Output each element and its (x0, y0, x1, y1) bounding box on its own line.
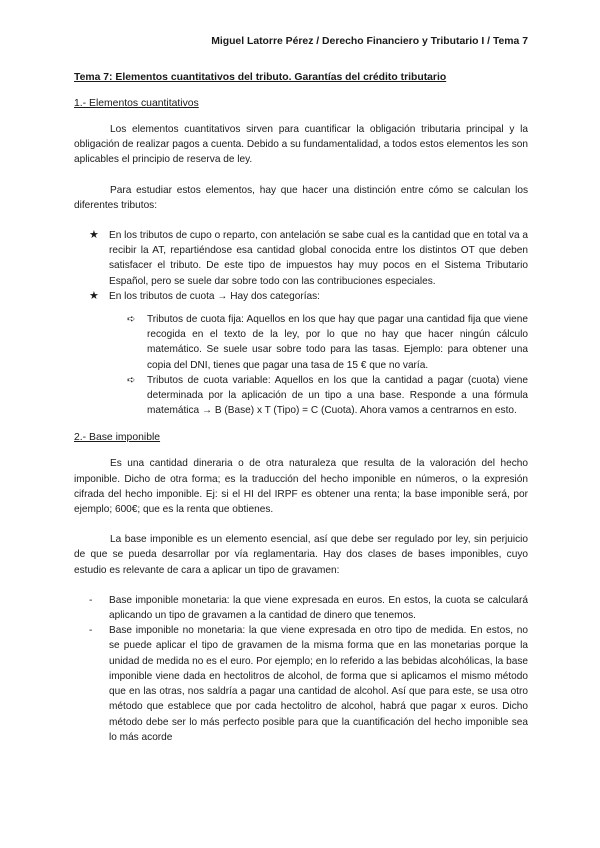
arrow-icon: ➪ (127, 314, 136, 326)
list-item-text: Base imponible no monetaria: la que viene expresada en otro tipo de medida. En estos, no se puede aplicar el tipo de gravamen de la misma forma que en las monetarias porque la unidad de medida no es el euro. Por ejemplo; en lo referido a las bebidas alcohólicas, la base imponible viene dada en hectolitros de alcohol, de forma que si aplicamos el mismo método que en las otras, nos saldría a pagar una cantidad de alcohol. Así que para este, se usa otro método que establece que por cada hectolitro de alcohol, habrá que pagar x euros. Dicho método debe ser lo más perfecto posible para que la cuantificación del hecho imponible sea lo más acorde (109, 625, 528, 743)
dash-marker: - (89, 594, 93, 606)
dash-bullet-list (74, 593, 528, 745)
list-item-text: En los tributos de cuota → Hay dos categorías: (109, 290, 320, 302)
list-item-text: Tributos de cuota fija: Aquellos en los que hay que pagar una cantidad fija que viene recogida en el texto de la ley, por lo que no hay que hacer ningún cálculo matemático. Se suele usar sobre todo para las tasas. Ejemplo: para obtener una copia del DNI, tienes que pagar una tasa de 15 € que no varía. (147, 314, 528, 371)
paragraph: Es una cantidad dineraria o de otra naturaleza que resulta de la valoración del hecho imponible. Dicho de otra forma; es la traducción del hecho imponible en números, o la expresión cifrada del hecho imponible. Ej: si el HI del IRPF es obtener una renta; la base imponible será, por ejemplo; 600€; que es la renta que obtienes. (74, 458, 528, 516)
list-item-text: Base imponible monetaria: la que viene expresada en euros. En estos, la cuota se calculará aplicando un tipo de gravamen a la cantidad de dinero que tenemos. (109, 594, 528, 622)
paragraph: La base imponible es un elemento esencial, así que debe ser regulado por ley, sin perjuicio de que se pueda desarrollar por vía reglamentaria. Hay dos clases de bases imponibles, cuyo estudio es relevante de cara a aplicar un tipo de gravamen: (74, 534, 528, 576)
list-item (74, 312, 528, 373)
document-title: Tema 7: Elementos cuantitativos del tributo. Garantías del crédito tributario (74, 72, 447, 83)
paragraph: Para estudiar estos elementos, hay que hacer una distinción entre cómo se calculan los diferentes tributos: (74, 184, 528, 211)
star-icon: ★ (89, 229, 99, 242)
star-bullet-list (74, 228, 528, 304)
list-item (74, 289, 528, 304)
list-item-text: En los tributos de cupo o reparto, con antelación se sabe cual es la cantidad que en total va a recibir la AT, repartiéndose esa cantidad global conocida entre los distintos OT que deben satisfacer el tributo. De este tipo de impuestos hay muy pocos en el Sistema Tributario Español, pero se suele dar sobre todo con las contribuciones especiales. (109, 230, 528, 287)
list-item (74, 623, 528, 745)
list-item (74, 593, 528, 623)
list-item-text: Tributos de cuota variable: Aquellos en los que la cantidad a pagar (cuota) viene determinada por la aplicación de un tipo a una base. Responde a una fórmula matemática → B (Base) x T (Tipo) = C (Cuota). Ahora vamos a centrarnos en esto. (147, 374, 528, 417)
section-heading-base-imponible: 2.- Base imponible (74, 432, 161, 444)
paragraph: Los elementos cuantitativos sirven para cuantificar la obligación tributaria principal y la obligación de realizar pagos a cuenta. Debido a su fundamentalidad, a todos estos elementos les son aplicables el principio de reserva de ley. (74, 124, 528, 166)
arrow-bullet-list (74, 312, 528, 418)
arrow-icon: ➪ (127, 374, 136, 386)
page-header: Miguel Latorre Pérez / Derecho Financiero y Tributario I / Tema 7 (211, 36, 528, 47)
dash-marker: - (89, 625, 93, 637)
list-item (74, 228, 528, 289)
list-item (74, 373, 528, 419)
section-heading-elementos: 1.- Elementos cuantitativos (74, 98, 199, 109)
star-icon: ★ (89, 289, 99, 302)
